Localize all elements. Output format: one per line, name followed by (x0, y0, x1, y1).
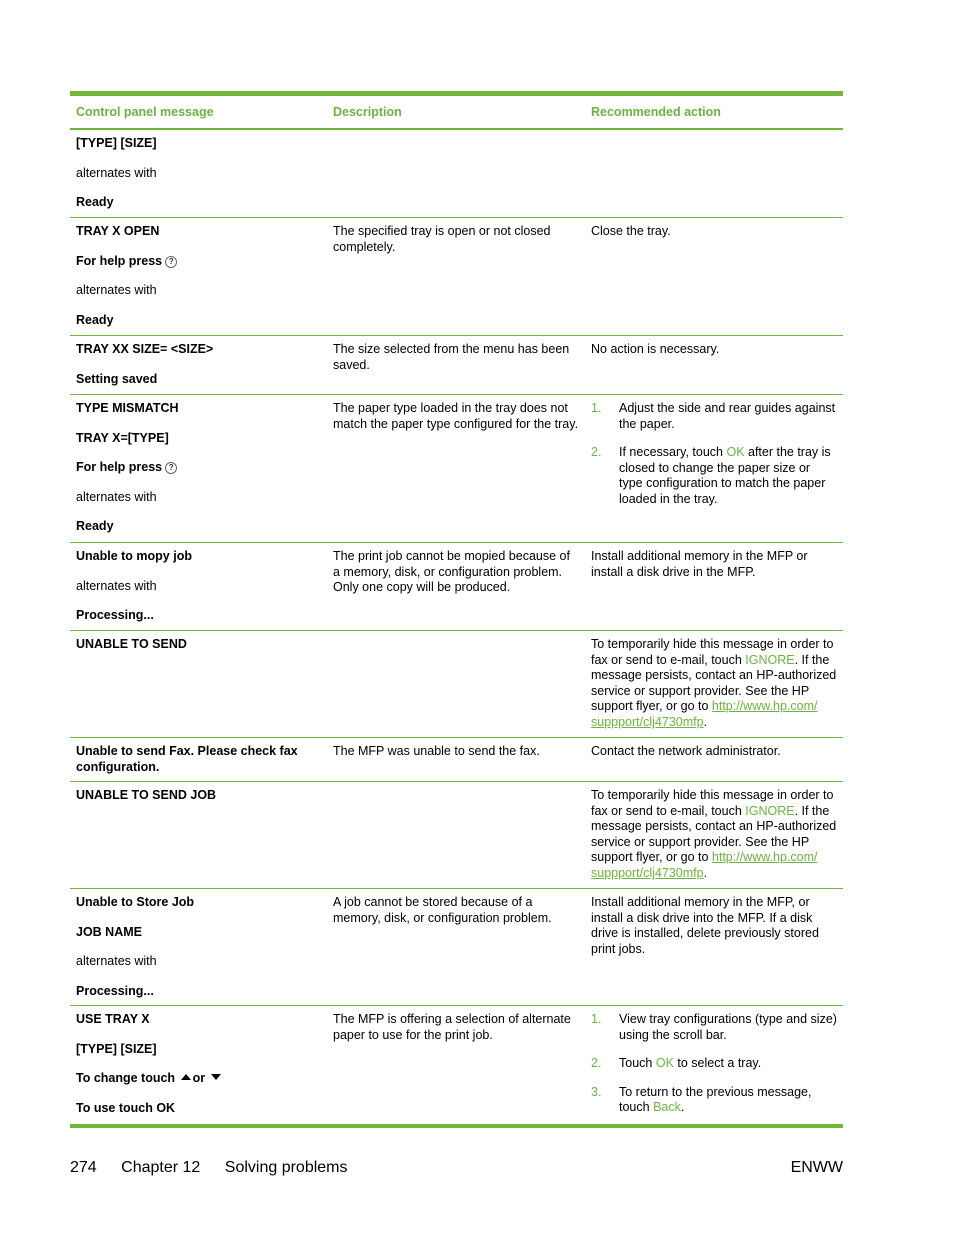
step-text (619, 1056, 761, 1072)
step-text (619, 445, 837, 507)
message-line (76, 954, 321, 970)
message-line (76, 608, 321, 624)
message-text: UNABLE TO SEND (76, 637, 187, 651)
message-line (76, 254, 321, 270)
message-text: Unable to mopy job (76, 549, 192, 563)
description-text: The MFP was unable to send the fax. (333, 744, 540, 758)
action-text: Contact the network administrator. (591, 744, 781, 758)
header-recommended-action: Recommended action (591, 105, 721, 119)
action-step (591, 1012, 837, 1043)
message-line (76, 431, 321, 447)
step-number: 1. (591, 401, 602, 415)
message-line (76, 895, 321, 911)
message-line (76, 579, 321, 595)
message-text: Processing... (76, 608, 154, 623)
message-text: Unable to send Fax. Please check fax configuration. (76, 744, 298, 774)
message-line (76, 490, 321, 506)
message-text: JOB NAME (76, 924, 142, 939)
action-text: . (703, 714, 708, 729)
recommended-action-cell (585, 889, 843, 1005)
message-line (76, 744, 321, 775)
description-text: The print job cannot be mopied because of a memory, disk, or configuration problem. Only one copy will be produced. (333, 549, 570, 595)
table-row (70, 889, 843, 1006)
section-title: Solving problems (224, 1159, 348, 1176)
message-text: alternates with (76, 165, 157, 180)
message-text: UNABLE TO SEND JOB (76, 788, 217, 802)
message-line (76, 925, 321, 941)
recommended-action-cell (585, 782, 843, 888)
description-cell (327, 1006, 585, 1124)
message-text: Ready (76, 519, 114, 534)
message-line (76, 788, 321, 804)
action-text: . (680, 1100, 685, 1115)
table-row (70, 738, 843, 782)
message-line (76, 1071, 321, 1087)
control-panel-button-name: IGNORE (745, 803, 795, 818)
action-text: . If the message persists, contact an HP-authorized service or support provider. See the HP support flyer, or go to (591, 652, 837, 714)
description-cell (327, 889, 585, 1005)
message-line (76, 519, 321, 535)
action-text: No action is necessary. (591, 342, 720, 356)
table-row (70, 395, 843, 543)
message-text: To change touch (76, 1071, 176, 1086)
table-row (70, 782, 843, 889)
message-text: Setting saved (76, 371, 158, 386)
header-control-panel-message: Control panel message (76, 105, 214, 119)
message-text: TRAY XX SIZE= <SIZE> (76, 342, 214, 356)
description-cell (327, 631, 585, 737)
description-cell (327, 130, 585, 217)
message-text: alternates with (76, 489, 157, 504)
description-text: The paper type loaded in the tray does not match the paper type configured for the tray. (333, 401, 579, 431)
table-row (70, 631, 843, 738)
header-description: Description (333, 105, 402, 119)
action-steps-list (591, 401, 837, 508)
control-panel-button-name: Back (653, 1100, 681, 1115)
step-text (619, 401, 837, 432)
help-icon: ? (165, 462, 177, 474)
step-text (619, 1012, 837, 1043)
message-line (76, 136, 321, 152)
control-panel-message-cell (70, 889, 327, 1005)
support-url-link[interactable]: http://www.hp.com/ suppport/clj4730mfp (591, 699, 818, 729)
message-line (76, 195, 321, 211)
action-text: To return to the previous message, touch (619, 1084, 812, 1115)
control-panel-message-cell (70, 543, 327, 630)
control-panel-message-cell (70, 130, 327, 217)
message-text: Unable to Store Job (76, 895, 195, 909)
action-text: View tray configurations (type and size) using the scroll bar. (619, 1012, 837, 1042)
message-text: alternates with (76, 578, 157, 593)
message-text: To use touch OK (76, 1100, 176, 1115)
action-paragraph (591, 788, 837, 882)
action-text: Touch (619, 1056, 656, 1071)
action-text: If necessary, touch (619, 445, 727, 460)
table-row (70, 218, 843, 336)
message-line (76, 283, 321, 299)
footer-locale: ENWW (790, 1159, 843, 1176)
table-row (70, 130, 843, 218)
description-cell (327, 543, 585, 630)
message-text: For help press (76, 253, 163, 268)
recommended-action-cell (585, 1006, 843, 1124)
message-line (76, 460, 321, 476)
step-number: 2. (591, 445, 602, 460)
action-text: Close the tray. (591, 224, 671, 238)
message-text: TRAY X=[TYPE] (76, 430, 169, 445)
action-step (591, 401, 837, 432)
step-number: 2. (591, 1056, 602, 1071)
recommended-action-cell (585, 395, 843, 542)
recommended-action-cell (585, 738, 843, 781)
table-row (70, 336, 843, 395)
action-text: To temporarily hide this message in order to fax or send to e-mail, touch (591, 788, 834, 818)
message-line (76, 1101, 321, 1117)
support-url-link[interactable]: http://www.hp.com/ suppport/clj4730mfp (591, 850, 818, 880)
action-step (591, 1056, 837, 1072)
message-text: Processing... (76, 983, 154, 998)
action-text: Install additional memory in the MFP, or install a disk drive into the MFP. If a disk drive is installed, delete previously stored print jobs. (591, 895, 819, 956)
message-text: Ready (76, 312, 114, 327)
message-text: USE TRAY X (76, 1012, 150, 1026)
action-text: Install additional memory in the MFP or install a disk drive in the MFP. (591, 549, 808, 579)
message-line (76, 372, 321, 388)
message-line (76, 637, 321, 653)
description-text: The MFP is offering a selection of alternate paper to use for the print job. (333, 1012, 571, 1042)
table-header (70, 96, 843, 130)
recommended-action-cell (585, 130, 843, 217)
control-panel-button-name: OK (726, 445, 745, 460)
recommended-action-cell (585, 218, 843, 335)
action-step (591, 445, 837, 507)
description-cell (327, 218, 585, 335)
step-text (619, 1085, 837, 1116)
control-panel-message-cell (70, 738, 327, 781)
message-text: TRAY X OPEN (76, 224, 160, 238)
action-text: after the tray is closed to change the paper size or type configuration to match the paper loaded in the tray. (619, 445, 831, 506)
description-cell (327, 395, 585, 542)
message-text: [TYPE] [SIZE] (76, 136, 157, 150)
recommended-action-cell (585, 631, 843, 737)
message-line (76, 1012, 321, 1028)
description-text: The size selected from the menu has been saved. (333, 342, 570, 372)
message-text: alternates with (76, 283, 157, 298)
description-cell (327, 738, 585, 781)
control-panel-message-cell (70, 782, 327, 888)
action-text: Adjust the side and rear guides against the paper. (619, 401, 836, 431)
message-line (76, 401, 321, 417)
message-text: Ready (76, 195, 114, 210)
message-text: alternates with (76, 954, 157, 969)
action-text: . If the message persists, contact an HP-authorized service or support provider. See the HP support flyer, or go to (591, 803, 837, 865)
help-icon: ? (165, 256, 177, 268)
error-message-table (70, 91, 843, 1128)
page-number: 274 (70, 1159, 97, 1176)
message-line (76, 1042, 321, 1058)
message-line (76, 342, 321, 358)
footer-left (70, 1159, 368, 1177)
action-text: . (703, 865, 708, 880)
table-row (70, 543, 843, 631)
control-panel-message-cell (70, 631, 327, 737)
action-text: To temporarily hide this message in order to fax or send to e-mail, touch (591, 637, 834, 667)
message-line (76, 313, 321, 329)
chapter-label: Chapter 12 (121, 1159, 201, 1176)
description-cell (327, 336, 585, 394)
recommended-action-cell (585, 543, 843, 630)
action-text: to select a tray. (673, 1056, 762, 1071)
down-arrow-icon (211, 1074, 221, 1080)
message-line (76, 224, 321, 240)
control-panel-button-name: OK (655, 1056, 674, 1071)
control-panel-message-cell (70, 395, 327, 542)
message-line (76, 166, 321, 182)
description-text: A job cannot be stored because of a memory, disk, or configuration problem. (333, 895, 552, 925)
action-steps-list (591, 1012, 837, 1116)
action-paragraph (591, 637, 837, 731)
description-text: The specified tray is open or not closed completely. (333, 224, 551, 254)
step-number: 1. (591, 1012, 602, 1026)
control-panel-message-cell (70, 336, 327, 394)
table-row (70, 1006, 843, 1128)
recommended-action-cell (585, 336, 843, 394)
up-arrow-icon (181, 1074, 191, 1080)
message-text: TYPE MISMATCH (76, 401, 179, 415)
control-panel-message-cell (70, 1006, 327, 1124)
message-line (76, 549, 321, 565)
message-text: For help press (76, 460, 163, 475)
table-body (70, 130, 843, 1128)
step-number: 3. (591, 1084, 602, 1099)
message-line (76, 984, 321, 1000)
message-text: [TYPE] [SIZE] (76, 1041, 157, 1056)
or-text: or (192, 1071, 206, 1086)
action-step (591, 1085, 837, 1116)
page-footer (70, 1159, 843, 1177)
description-cell (327, 782, 585, 888)
control-panel-button-name: IGNORE (745, 652, 795, 667)
control-panel-message-cell (70, 218, 327, 335)
